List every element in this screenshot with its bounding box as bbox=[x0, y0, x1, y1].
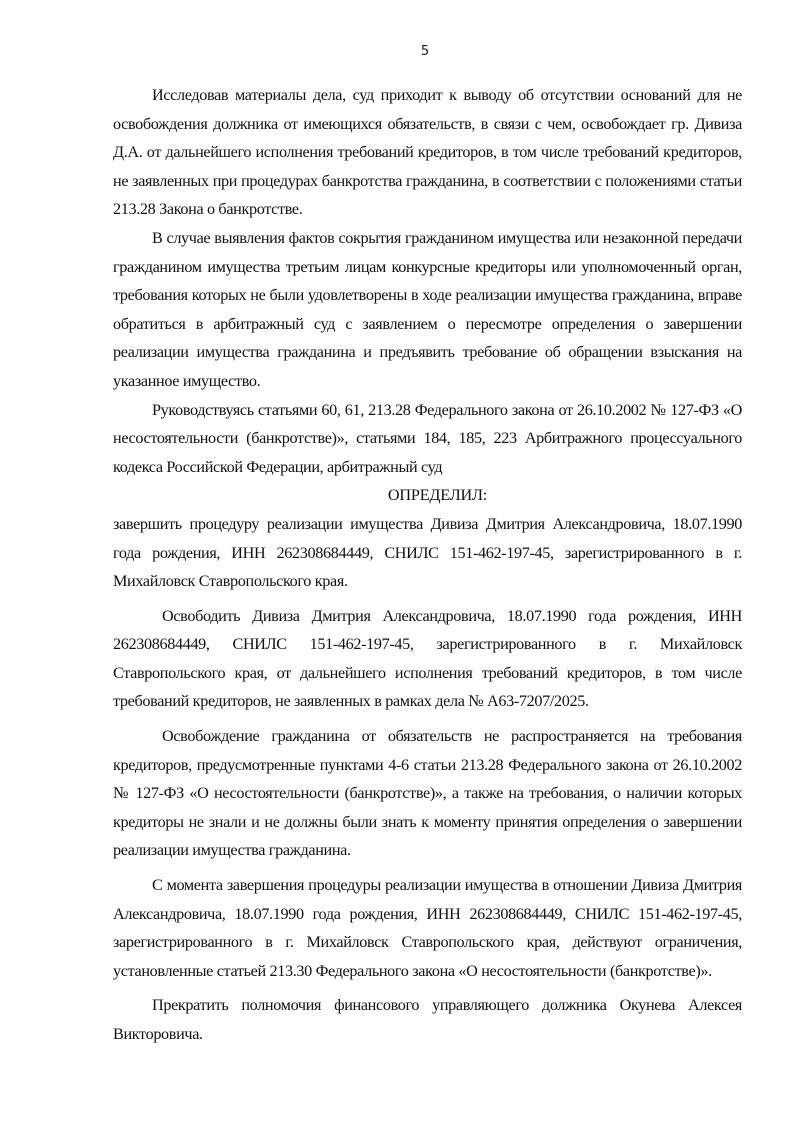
ruling-restrictions: С момента завершения процедуры реализации имущества в отношении Дивиза Дмитрия Александровича, 18.07.1990 года рождения, ИНН 262308684449, СНИЛС 151-462-197-45, зарегистрированного в г. Михайловск Ставропольского края, действуют ограничения, установленные статьей 213.30 Федерального закона «О несостоятельности (банкротстве)». bbox=[113, 876, 742, 980]
page-number: 5 bbox=[420, 44, 430, 59]
ruling-complete-procedure: завершить процедуру реализации имущества Дивиза Дмитрия Александровича, 18.07.1990 года рождения, ИНН 262308684449, СНИЛС 151-462-197-45, зарегистрированного в г. Михайловск Ставропольского края. bbox=[113, 514, 742, 591]
document-body bbox=[113, 81, 742, 1049]
paragraph-findings: Исследовав материалы дела, суд приходит к выводу об отсутствии оснований для не освобождения должника от имеющихся обязательств, в связи с чем, освобождает гр. Дивиза Д.А. от дальнейшего исполнения требований кредиторов, в том числе требований кредиторов, не заявленных при процедурах банкротства гражданина, в соответствии с положениями статьи 213.28 Закона о банкротстве. bbox=[113, 86, 742, 219]
paragraph-concealment: В случае выявления фактов сокрытия гражданином имущества или незаконной передачи гражданином имущества третьим лицам конкурсные кредиторы или уполномоченный орган, требования которых не были удовлетворены в ходе реализации имущества гражданина, вправе обратиться в арбитражный суд с заявлением о пересмотре определения о завершении реализации имущества гражданина и предъявить требование об обращении взыскания на указанное имущество. bbox=[113, 228, 742, 390]
ruling-release-exceptions: Освобождение гражданина от обязательств не распространяется на требования кредиторов, предусмотренные пунктами 4-6 статьи 213.28 Федерального закона от 26.10.2002 № 127-ФЗ «О несостоятельности (банкротстве)», а также на требования, о наличии которых кредиторы не знали и не должны были знать к моменту принятия определения о завершении реализации имущества гражданина. bbox=[113, 727, 742, 860]
ruling-heading: ОПРЕДЕЛИЛ: bbox=[387, 486, 488, 505]
ruling-terminate-manager: Прекратить полномочия финансового управляющего должника Окунева Алексея Викторовича. bbox=[113, 996, 742, 1043]
paragraph-legal-basis: Руководствуясь статьями 60, 61, 213.28 Федерального закона от 26.10.2002 № 127-ФЗ «О несостоятельности (банкротстве)», статьями 184, 185, 223 Арбитражного процессуального кодекса Российской Федерации, арбитражный суд bbox=[113, 400, 742, 476]
ruling-release-debtor: Освободить Дивиза Дмитрия Александровича, 18.07.1990 года рождения, ИНН 262308684449, СНИЛС 151-462-197-45, зарегистрированного в г. Михайловск Ставропольского края, от дальнейшего исполнения требований кредиторов, в том числе требований кредиторов, не заявленных в рамках дела № А63-7207/2025. bbox=[113, 606, 742, 711]
